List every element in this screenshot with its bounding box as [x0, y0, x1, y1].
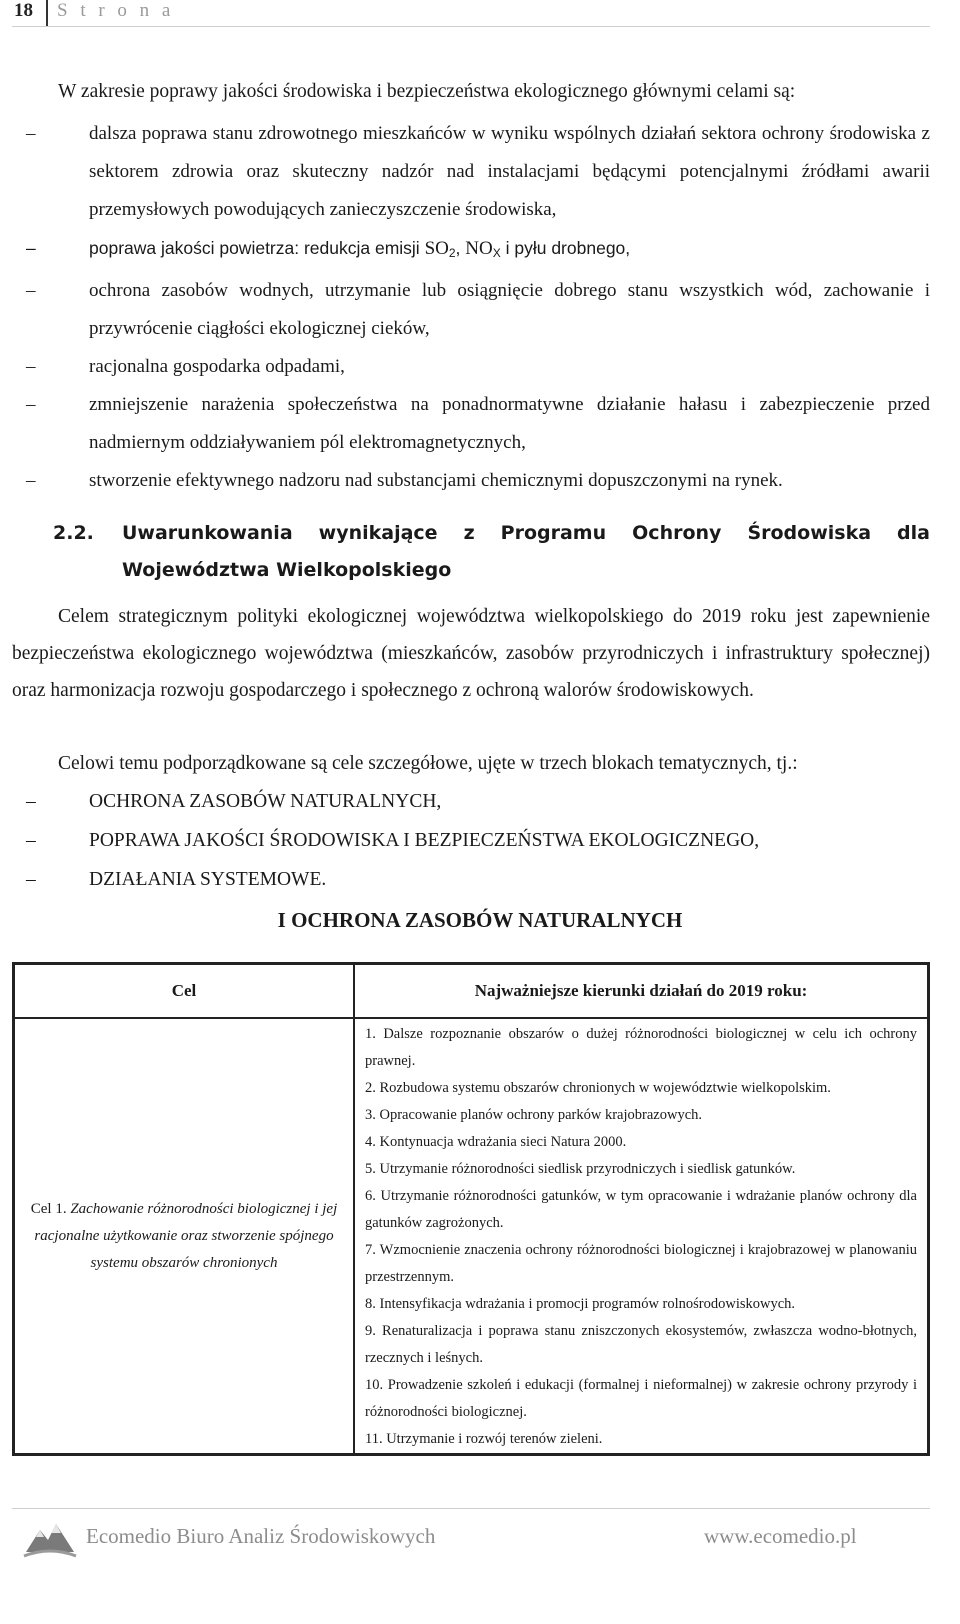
chem-subscript: 2	[448, 246, 456, 260]
footer-url-link[interactable]: www.ecomedio.pl	[704, 1524, 857, 1548]
chem-formula: NO	[465, 238, 493, 259]
action-item: 9. Renaturalizacja i poprawa stanu zniszczonych ekosystemów, zwłaszcza wodno-błotnych, rzecznych i leśnych.	[365, 1323, 917, 1366]
goals-list	[12, 115, 930, 500]
action-item: 2. Rozbudowa systemu obszarów chronionych w województwie wielkopolskim.	[365, 1080, 831, 1096]
column-header-actions: Najważniejsze kierunki działań do 2019 roku:	[354, 964, 929, 1019]
action-item: 4. Kontynuacja wdrażania sieci Natura 2000.	[365, 1134, 627, 1150]
page-number: 18	[14, 0, 33, 21]
goal-label: Cel 1.	[30, 1200, 67, 1217]
action-item: 3. Opracowanie planów ochrony parków krajobrazowych.	[365, 1107, 703, 1123]
paragraph-strategic-goal	[12, 598, 930, 709]
footer-divider	[12, 1508, 930, 1509]
paragraph-blocks-intro: Celowi temu podporządkowane są cele szczegółowe, ujęte w trzech blokach tematycznych, tj.:	[58, 753, 798, 774]
list-item: – stworzenie efektywnego nadzoru nad substancjami chemicznymi dopuszczonymi na rynek.	[12, 462, 930, 500]
goal-cell	[14, 1018, 355, 1455]
list-item: – POPRAWA JAKOŚCI ŚRODOWISKA I BEZPIECZEŃSTWA EKOLOGICZNEGO,	[12, 821, 930, 860]
action-item: 5. Utrzymanie różnorodności siedlisk przyrodniczych i siedlisk gatunków.	[365, 1161, 796, 1177]
list-item-text: i pyłu drobnego,	[500, 238, 631, 258]
action-item: 1. Dalsze rozpoznanie obszarów o dużej różnorodności biologicznej w celu ich ochrony prawnej.	[365, 1026, 917, 1069]
page-header	[12, 0, 930, 27]
table-header-row	[14, 964, 929, 1019]
goal-text: Zachowanie różnorodności biologicznej i jej racjonalne użytkowanie oraz stworzenie spójnego systemu obszarów chronionych	[34, 1200, 338, 1271]
section-heading	[53, 515, 930, 589]
actions-list	[365, 1021, 917, 1453]
header-separator	[46, 0, 48, 26]
list-item: – ochrona zasobów wodnych, utrzymanie lub osiągnięcie dobrego stanu wszystkich wód, zachowanie i przywrócenie ciągłości ekologicznej cieków,	[12, 272, 930, 348]
chem-formula: SO	[424, 238, 449, 259]
block-title: I OCHRONA ZASOBÓW NATURALNYCH	[277, 908, 683, 932]
list-item-text: poprawa jakości powietrza: redukcja emisji	[89, 238, 425, 258]
action-item: 11. Utrzymanie i rozwój terenów zieleni.	[365, 1431, 603, 1447]
list-item: – dalsza poprawa stanu zdrowotnego mieszkańców w wyniku wspólnych działań sektora ochrony środowiska z sektorem zdrowia oraz skuteczny nadzór nad instalacjami będącymi potencjalnymi źródłami awarii przemysłowych powodujących zanieczyszczenie środowiska,	[12, 115, 930, 229]
intro-text: W zakresie poprawy jakości środowiska i bezpieczeństwa ekologicznego głównymi celami są:	[58, 81, 796, 102]
page-word: S t r o n a	[57, 0, 175, 21]
list-item	[12, 229, 930, 272]
action-item: 10. Prowadzenie szkoleń i edukacji (formalnej i nieformalnej) w zakresie ochrony przyrody i różnorodności biologicznej.	[365, 1377, 917, 1420]
list-item-text: ,	[455, 238, 466, 258]
list-item: – DZIAŁANIA SYSTEMOWE.	[12, 860, 930, 899]
actions-cell	[354, 1018, 929, 1455]
action-item: 7. Wzmocnienie znaczenia ochrony różnorodności biologicznej i krajobrazowej w planowaniu przestrzennym.	[365, 1242, 917, 1285]
chem-subscript: X	[492, 246, 501, 260]
list-item: – OCHRONA ZASOBÓW NATURALNYCH,	[12, 782, 930, 821]
section-number: 2.2.	[53, 522, 94, 544]
paragraph-text: Celem strategicznym polityki ekologicznej województwa wielkopolskiego do 2019 roku jest zapewnienie bezpieczeństwa ekologicznego województwa (mieszkańców, zasobów przyrodniczych i infrastruktury społecznej) oraz harmonizacja rozwoju gospodarczego i społecznego z ochroną walorów środowiskowych.	[12, 606, 930, 701]
action-item: 8. Intensyfikacja wdrażania i promocji programów rolnośrodowiskowych.	[365, 1296, 796, 1312]
goals-table	[12, 962, 930, 1456]
list-item: – zmniejszenie narażenia społeczeństwa na ponadnormatywne działanie hałasu i zabezpieczenie przed nadmiernym oddziaływaniem pól elektromagnetycznych,	[12, 386, 930, 462]
section-title: Uwarunkowania wynikające z Programu Ochrony Środowiska dla Województwa Wielkopolskiego	[122, 522, 930, 581]
footer-company: Ecomedio Biuro Analiz Środowiskowych	[86, 1524, 436, 1548]
table-row	[14, 1018, 929, 1455]
ecomedio-logo-icon	[22, 1512, 78, 1560]
thematic-blocks-list	[12, 782, 930, 899]
action-item: 6. Utrzymanie różnorodności gatunków, w tym opracowanie i wdrażanie planów ochrony dla gatunków zagrożonych.	[365, 1188, 917, 1231]
column-header-cel: Cel	[14, 964, 355, 1019]
list-item: – racjonalna gospodarka odpadami,	[12, 348, 930, 386]
